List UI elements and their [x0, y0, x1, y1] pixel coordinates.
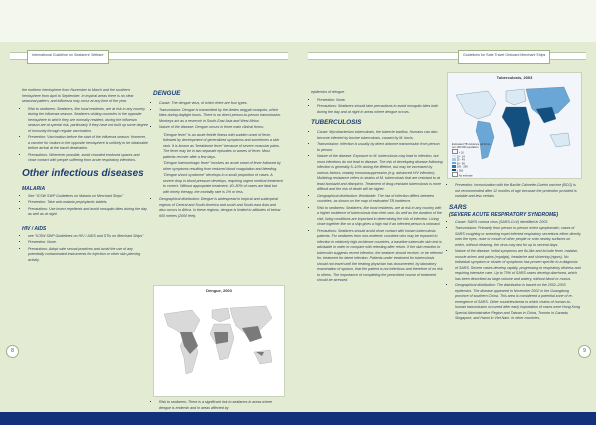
dengue-bullet: ▪ Nature of the disease: Dengue occurs in three main clinical forms: [159, 125, 283, 131]
left-page-number: 8 [6, 345, 19, 358]
tb-legend-item: No estimate [452, 172, 494, 178]
tb-legend-item: ≥ 300 [452, 169, 494, 173]
sars-bullet: ▪ Geographical distribution: The distribution is based on the 2002–2003 epidemics. The disease appeared in November 2002 in the Guangdong province of southern China. This area is considered a potential zone of re-emergence of SARS. Other countries/areas in which chains of human-to-human transmission occurred after early importation of cases were Hong Kong Special Administrative Region and Taiwan in China, Toronto in Canada, Singapore, and Hanoi in Viet Nam. In other countries, [455, 283, 581, 322]
section-title: Other infectious diseases [22, 167, 144, 179]
influenza-risk-bullet: ▪ Risk to seafarers: Seafarers, like local residents, are at risk in any country during the influenza season. Seafarers visiting countries in the opposite hemisphere to which they are normally resident, during the influenza season are at special risk, particularly if they have not built up some degree of immunity through regular vaccination. [28, 107, 148, 135]
tb-bullet: ▪ Risk to seafarers: Seafarers, like local residents, are at risk in any country with a higher incidence of tuberculosis than their own. As well as the duration of the visit, living conditions are important in determining the risk of infection. Living close together like on a ship gives a high risk if an infected person is onboard. [317, 206, 443, 228]
malaria-title: MALARIA [22, 185, 46, 192]
tb-legend-item: 10 - 24 [452, 155, 494, 159]
dengue-risk-bullet: ▪ Risk to seafarers: There is a significant risk to seafarers in areas where dengue is endemic and in areas affected by [159, 400, 283, 411]
influenza-paragraph: the northern hemisphere from November to March and the southern hemisphere from April to September. In tropical areas there is no clear seasonal pattern, and influenza may occur at any time of the year. [22, 88, 134, 103]
dengue-map [153, 285, 285, 397]
tb-bullet: ▪ Transmission: Infection is usually by direct airborne transmission from person to person. [317, 142, 443, 153]
tb-bullet: ▪ Cause: Mycobacterium tuberculosis, the tubercle bacillus. Humans can also become infected by bovine tuberculosis, caused by M. bovis. [317, 130, 443, 141]
dengue-precautions-bullet: ▪ Precautions: Seafarers should take precautions to avoid mosquito bites both during the day and at night in areas where dengue occurs. [317, 104, 443, 115]
tb-legend-item: 50 - 99 [452, 162, 494, 166]
dengue-world-map [154, 286, 284, 396]
hiv-bullet: ▪ Precautions: Adopt safe sexual practices and avoid the use of any potentially contaminated instruments for injection or other skin-piercing activity. [28, 247, 148, 264]
dengue-prevention-bullet: ▪ Prevention: None. [317, 98, 443, 104]
left-running-header: International Guideline on Seafarers' Welfare [27, 50, 109, 64]
hiv-title: HIV / AIDS [22, 225, 47, 232]
dengue-title: DENGUE [153, 90, 181, 97]
dengue-form: "Dengue fever" is an acute febrile illness with sudden onset of fever, followed by development of generalized symptoms and sometimes a skin rash. It is known as "breakbone fever" because of severe muscular pains. The fever may be in two separate episodes or waves of fever. Most patients recover after a few days. [163, 132, 280, 159]
malaria-bullet: ▪ Precautions: Use insect repellents and avoid mosquito bites during the day as well as at night. [28, 207, 148, 218]
malaria-bullet: ▪ See "ICSW SWP Guidelines on Malaria on Merchant Ships" [28, 194, 148, 200]
hiv-bullet: ▪ Prevention: None. [28, 240, 148, 246]
dengue-continuation: epidemics of dengue. [311, 90, 346, 94]
right-running-header: Guidelines for Safe Travel Onboard Merchant Ships [458, 50, 550, 64]
tb-legend [452, 143, 494, 178]
tb-legend-item: 100 - 299 [452, 165, 494, 169]
influenza-prevention-bullet: ▪ Prevention: Vaccination before the start of the influenza season. However, a vaccine for visitors in the opposite hemisphere is unlikely to be obtainable before arrival at the travel destination. [28, 135, 148, 152]
sars-bullet: ▪ Transmission: Primarily from person to person when symptomatic; cases of SARS coughing or sneezing expel infected respiratory secretions either directly onto the eyes, nose or mouth of other people or onto nearby surfaces on which, without cleaning, the virus may last for up to several days. [455, 226, 581, 248]
left-page-column-2 [153, 90, 283, 221]
tb-legend-subtitle: per 100 000 population [452, 146, 479, 149]
dengue-map-title: Dengue, 2003 [206, 288, 232, 293]
sars-title: SARS [449, 203, 467, 211]
tb-legend-item: 25 - 49 [452, 158, 494, 162]
bottom-band [0, 412, 596, 425]
tb-legend-title: Estimated TB incidence, all forms [452, 143, 491, 146]
left-page-column-1 [22, 88, 148, 265]
tb-prevention-bullet: ▪ Prevention: Immunization with the Bacille Calmette-Guérin vaccine (BCG) is not recommended after 12 months of age because the protection provided is variable and less certain. [455, 183, 581, 200]
tb-bullet: ▪ Nature of the disease: Exposure to M. tuberculosis may lead to infection, but most infections do not lead to disease. The risk of developing disease following infection is generally 5–10% during the lifetime, but may be increased by various factors, notably immunosuppression (e.g. advanced HIV infection). Multidrug resistance refers to strains of M. tuberculosis that are resistant to at least isoniazid and rifampicin. Treatment of drug-resistant tuberculosis is more difficult and the risk of death will be higher. [317, 154, 443, 193]
right-page-column-1 [311, 90, 443, 286]
top-band [0, 0, 596, 42]
right-page-column-2 [449, 183, 581, 324]
influenza-precautions-bullet: ▪ Precautions: Whenever possible, avoid crowded enclosed spaces and close contact with people suffering from acute respiratory infections. [28, 153, 148, 164]
tb-legend-item: < 10 [452, 149, 494, 155]
dengue-form: "Dengue haemorrhagic fever" involves an acute onset of fever followed by other symptoms resulting from reduced blood coagulation and bleeding. [163, 161, 281, 171]
dengue-bullet: ▪ Transmission: Dengue is transmitted by the Aedes aegypti mosquito, which bites during daylight hours. There is no direct person-to-person transmission. Monkeys act as a reservoir in South-East Asia and West Africa. [159, 108, 283, 125]
dengue-form: "Dengue shock syndrome" develops in a small proportion of cases. A severe drop in blood pressure develops, requiring urgent medical treatment to correct. Without appropriate treatment, 40–50% of cases are fatal but with timely therapy, the mortality rate is 1% or less. [163, 173, 283, 194]
sars-subtitle: (SEVERE ACUTE RESPIRATORY SYNDROME) [449, 211, 559, 218]
tb-bullet: ▪ Precautions: Seafarers should avoid close contact with known tuberculosis patients. For seafarers from non-endemic countries who may be exposed to infection in relatively high-incidence countries, a baseline tuberculin skin test is advisable in order to compare with retesting after return. If the skin reaction to tuberculin suggests recent infection, the seafarer should receive, or be referred for, treatment for latent infection. Patients under treatment for tuberculosis should not travel until the treating physician has documented, by laboratory examination of sputum, that the patient is not infectious and therefore of no risk to others. The importance of completing the prescribed course of treatment should be stressed. [317, 229, 443, 284]
tb-map [447, 72, 582, 179]
tb-map-title: Tuberculosis, 2003 [496, 75, 533, 80]
right-page-number: 9 [578, 345, 591, 358]
tb-bullet: ▪ Geographical distribution: Worldwide. The risk of infection differs between countries, as shown on the map of estimated TB incidence. [317, 194, 443, 205]
dengue-bullet: ▪ Geographical distribution: Dengue is widespread in tropical and subtropical regions of Central and South America and south and South-east Asia and also occurs in Africa. In these regions, dengue is limited to altitudes of below 600 metres (2000 feet). [159, 197, 283, 219]
hiv-bullet: ▪ see "ICSW SWP Guidelines on HIV / AIDS and STIs on Merchant Ships" [28, 234, 148, 240]
malaria-bullet: ▪ Prevention: Take anti-malaria prophylactic tablets. [28, 200, 148, 206]
sars-bullet: ▪ Cause: SARS corona virus (SARS-CoV) identified in 2003. [455, 220, 581, 226]
sars-bullet: ▪ Nature of the disease: Initial symptoms are flu-like and include fever, malaise, muscle aches and pains (myalgia), headache and shivering (rigors). No individual symptom or cluster of symptoms has proven specific to a diagnosis of SARS. Severe cases develop rapidly, progressing to respiratory distress and requiring intensive care. Up to 70% of SARS cases develop diarrhoea, which has been described as large-volume and watery, without blood or mucus. [455, 249, 581, 282]
dengue-bullet: ▪ Cause: The dengue virus, of which there are four types. [159, 101, 283, 107]
tb-title: TUBERCULOSIS [311, 119, 362, 126]
